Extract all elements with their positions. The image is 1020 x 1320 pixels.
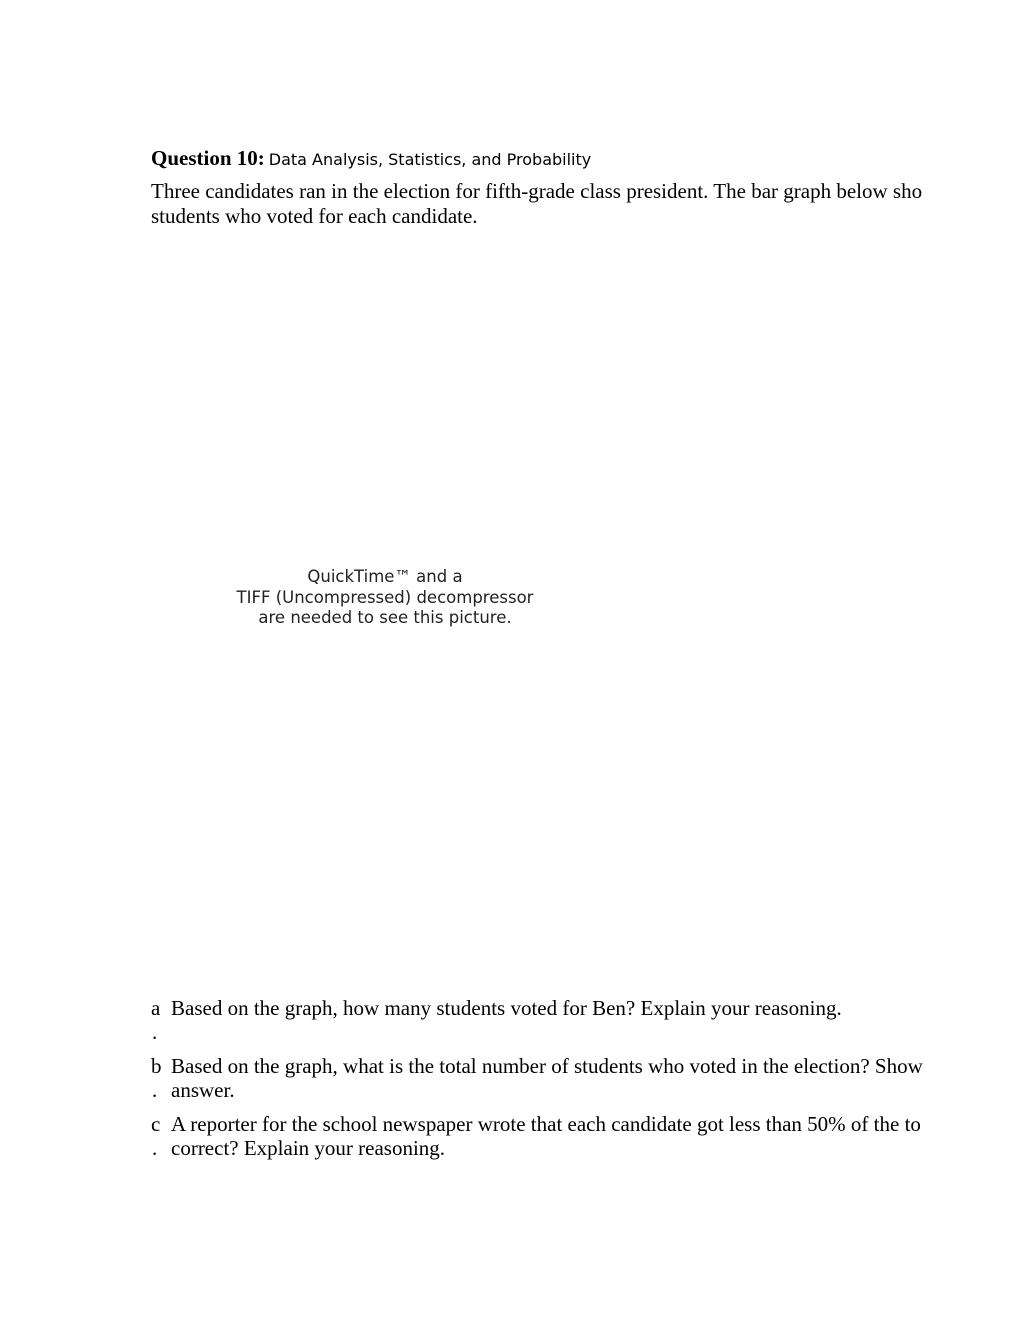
- part-line: Based on the graph, what is the total number of students who voted in the election? Show: [171, 1054, 923, 1078]
- intro-line: Three candidates ran in the election for fifth-grade class president. The bar graph below sho: [151, 179, 923, 203]
- part-letter: c: [151, 1112, 161, 1136]
- part-line: answer.: [171, 1078, 235, 1102]
- part-letter: b: [151, 1054, 162, 1078]
- part-line: Based on the graph, how many students voted for Ben? Explain your reasoning.: [171, 996, 842, 1020]
- question-part-b: [151, 1054, 1020, 1102]
- question-topic: Data Analysis, Statistics, and Probability: [268, 150, 592, 169]
- part-text: [171, 1054, 923, 1102]
- question-part-c: [151, 1112, 1020, 1160]
- intro-line: students who voted for each candidate.: [151, 204, 478, 228]
- question-parts: [151, 996, 1020, 1170]
- question-number: Question 10:: [151, 146, 265, 170]
- question-intro: [151, 179, 1020, 229]
- part-line: correct? Explain your reasoning.: [171, 1136, 446, 1160]
- part-letter-dot: .: [152, 1020, 158, 1044]
- placeholder-line: are needed to see this picture.: [258, 608, 512, 627]
- part-text: [171, 1112, 921, 1160]
- question-heading: [151, 146, 591, 171]
- part-letter: a: [151, 996, 161, 1020]
- placeholder-line: TIFF (Uncompressed) decompressor: [236, 587, 534, 607]
- part-letter-dot: .: [152, 1136, 158, 1160]
- placeholder-line: QuickTime™ and a: [307, 567, 463, 586]
- missing-image-placeholder: [200, 567, 570, 629]
- part-letter-dot: .: [152, 1078, 158, 1102]
- part-text: [171, 996, 842, 1020]
- part-line: A reporter for the school newspaper wrote that each candidate got less than 50% of the to: [171, 1112, 921, 1136]
- question-part-a: [151, 996, 1020, 1044]
